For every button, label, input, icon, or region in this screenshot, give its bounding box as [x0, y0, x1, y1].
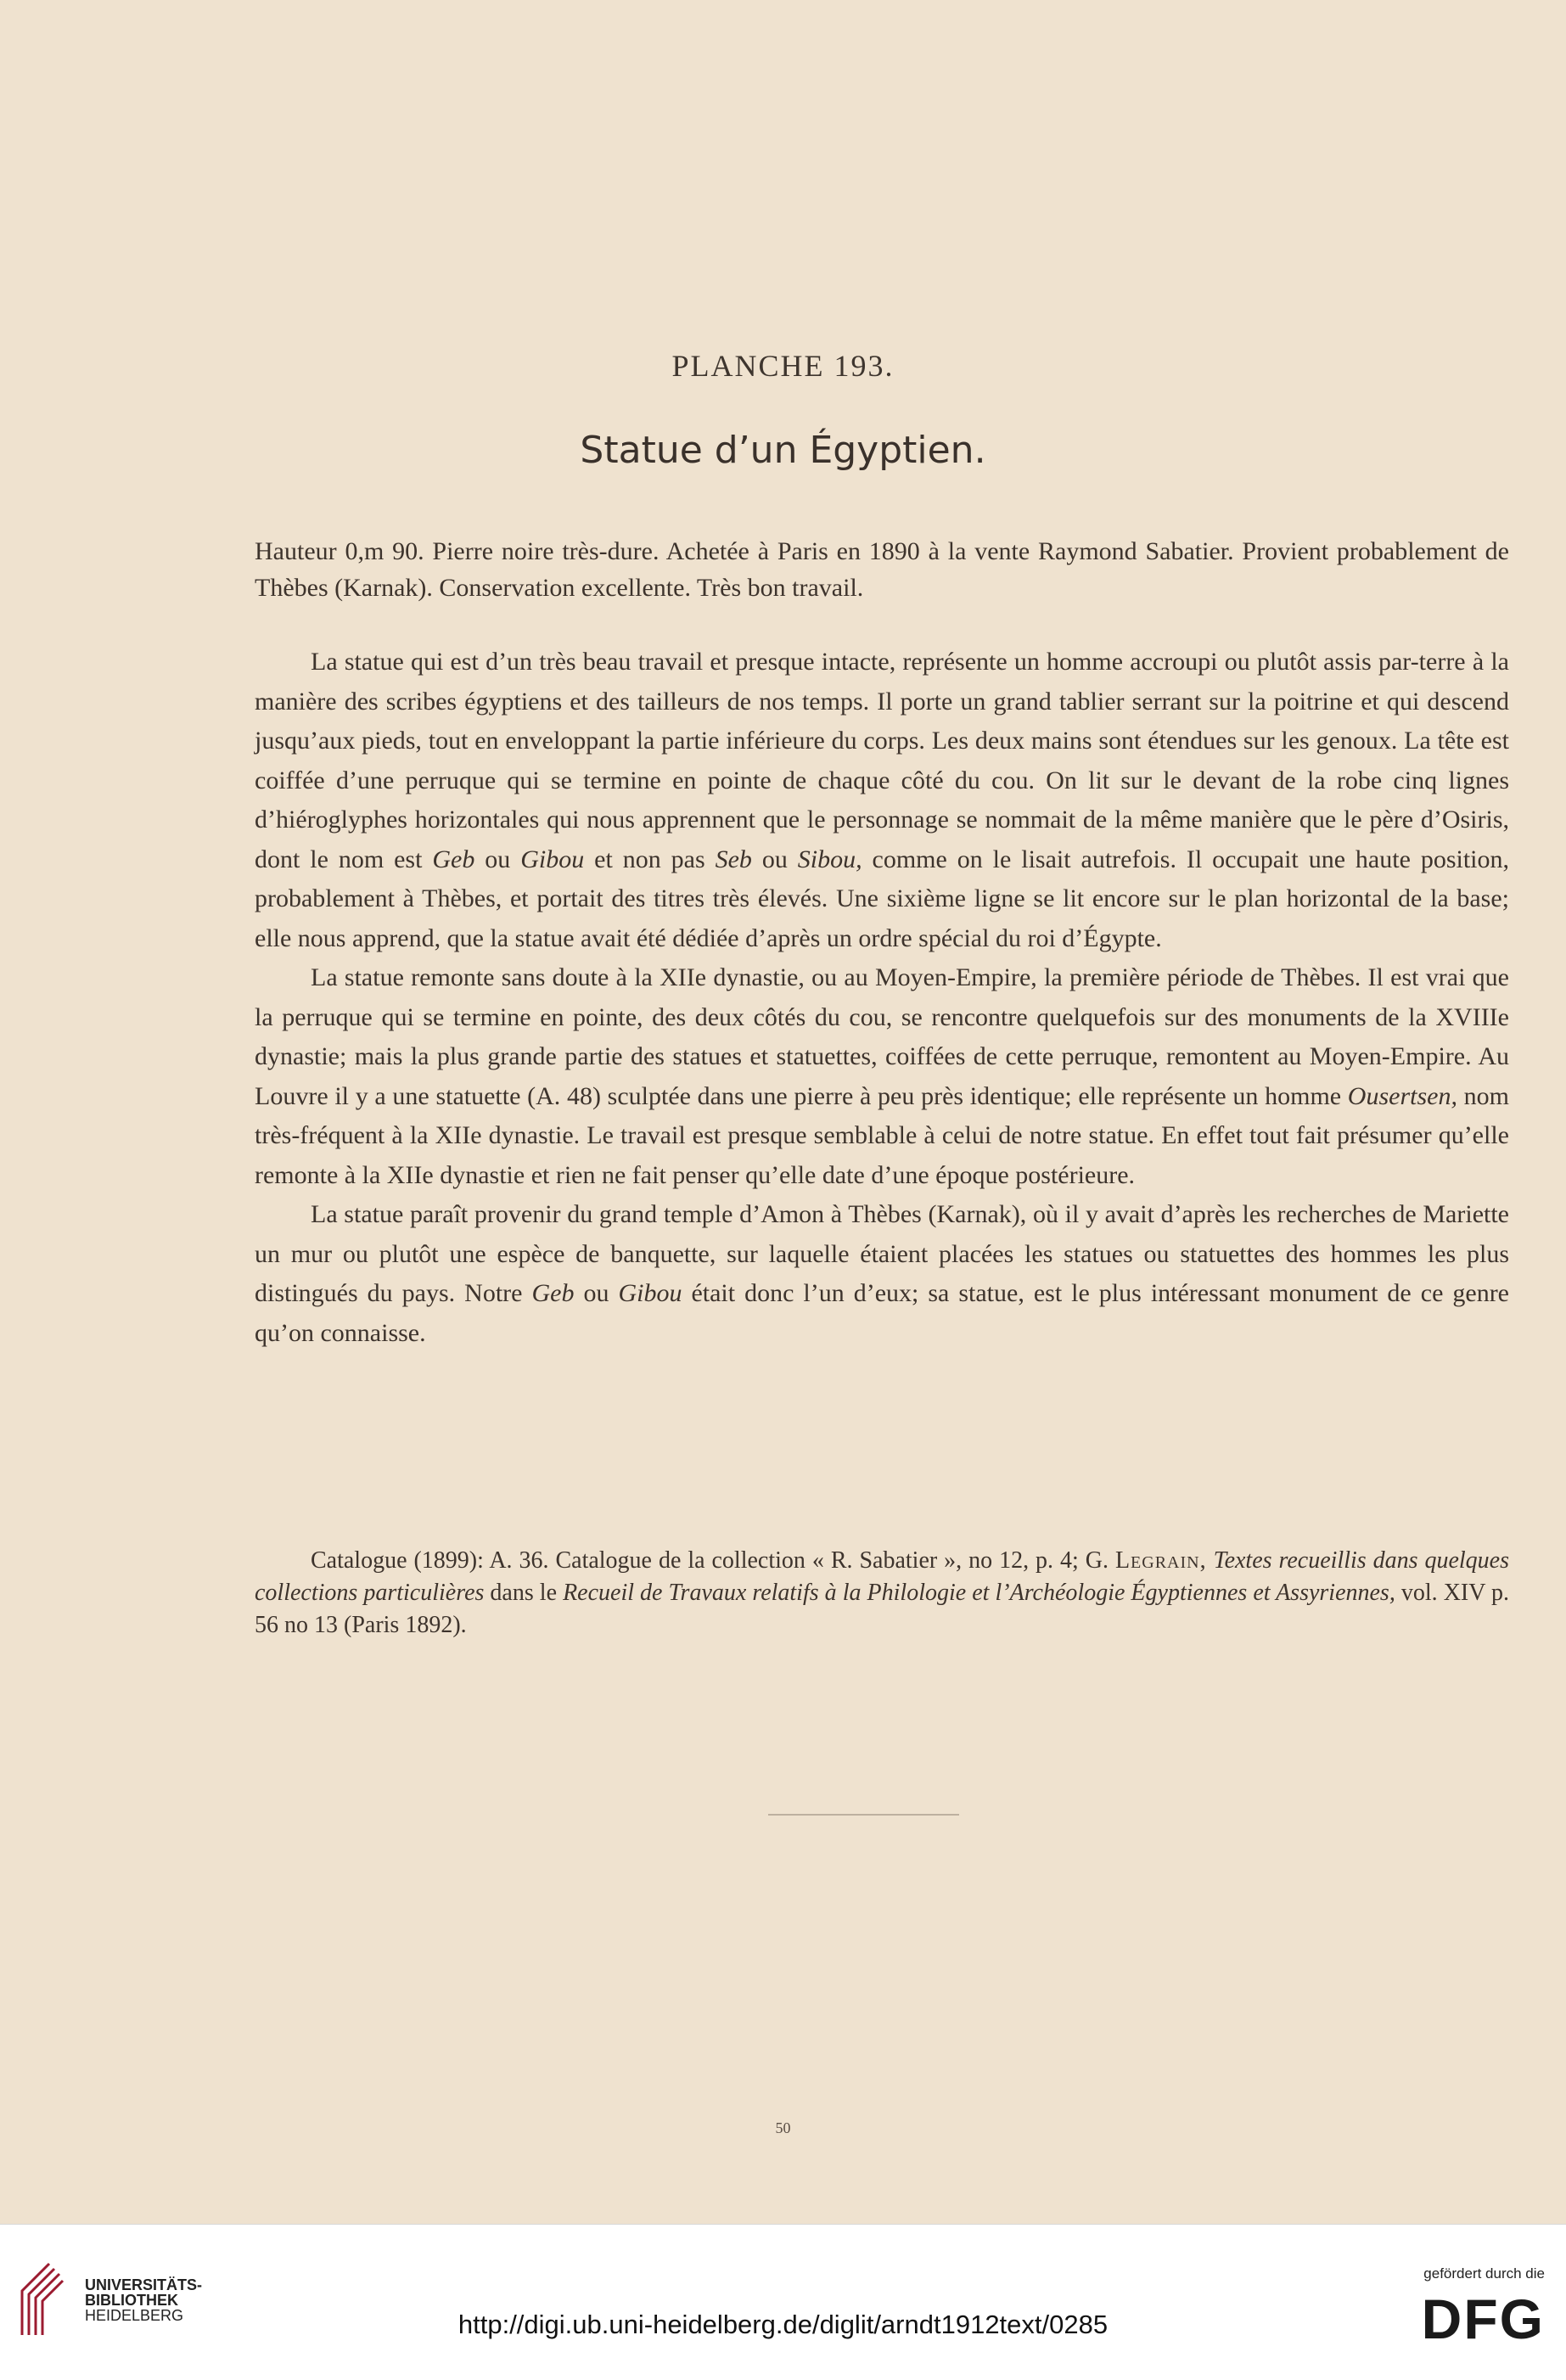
divider-rule [768, 1814, 959, 1816]
author-name: Legrain, [1114, 1547, 1207, 1574]
italic-name: Seb [715, 845, 752, 873]
text-run: La statue paraît provenir du grand temple d’Amon à Thèbes (Karnak), où il y avait d’après les recherches de Mariette un mur ou plutôt une espèce de banquette, sur laquelle étaient placées les statues ou statuettes des hommes les plus distingués du pays. Notre [255, 1200, 1509, 1307]
italic-name: Gibou [520, 845, 585, 873]
paragraph-2 [255, 958, 1509, 1195]
body-text [255, 643, 1509, 1353]
catalogue-reference [255, 1545, 1509, 1642]
page-number: 50 [775, 2119, 791, 2136]
italic-name: Gibou [618, 1279, 682, 1307]
permalink-url[interactable]: http://digi.ub.uni-heidelberg.de/diglit/arndt1912text/0285 [457, 2310, 1109, 2339]
italic-name: Ousertsen, [1347, 1081, 1457, 1110]
italic-name: Geb [432, 845, 475, 873]
library-name-line: HEIDELBERG [85, 2307, 184, 2324]
paragraph-3 [255, 1195, 1509, 1353]
text-run: dans le [484, 1580, 564, 1606]
library-name-line: UNIVERSITÄTS- [85, 2276, 203, 2293]
text-run: ou [574, 1279, 619, 1307]
funder-block [1375, 2265, 1545, 2349]
text-run: et non pas [584, 845, 716, 873]
text-run: était donc l’un d’eux; sa statue, est le plus intéressant monument de ce genre qu’on connaisse. [255, 1279, 1509, 1347]
page-title: Statue d’un Égyptien. [580, 429, 986, 472]
italic-name: Geb [531, 1279, 575, 1307]
dfg-logo: DFG [1421, 2287, 1545, 2350]
funder-label: gefördert durch die [1423, 2265, 1545, 2282]
italic-name: Sibou, [797, 845, 862, 873]
plate-heading: PLANCHE 193. [671, 349, 895, 383]
footer-bar [0, 2224, 1566, 2380]
intro-paragraph: Hauteur 0,m 90. Pierre noire très-dure. Achetée à Paris en 1890 à la vente Raymond Sabatier. Provient probablement de Thèbes (Karnak). Conservation excellente. Très bon travail. [255, 537, 1509, 602]
text-run: nom très-fréquent à la XIIe dynastie. Le travail est presque semblable à celui de notre statue. En effet tout fait présumer qu’elle remonte à la XIIe dynastie et rien ne fait penser qu’elle date d’une époque postérieure. [255, 1081, 1509, 1189]
paragraph-1 [255, 643, 1509, 958]
library-name-line: BIBLIOTHEK [85, 2292, 178, 2309]
text-run: La statue remonte sans doute à la XIIe dynastie, ou au Moyen-Empire, la première période de Thèbes. Il est vrai que la perruque qui se termine en pointe, des deux côtés du cou, se rencontre quelquefois sur des monuments de la XVIIIe dynastie; mais la plus grande partie des statues et statuettes, coiffées de cette perruque, remontent au Moyen-Empire. Au Louvre il y a une statuette (A. 48) sculptée dans une pierre à peu près identique; elle représente un homme [255, 963, 1509, 1110]
text-run: ou [751, 845, 798, 873]
italic-title: Textes recueillis dans quelques collections particulières [255, 1547, 1510, 1606]
italic-title: Recueil de Travaux relatifs à la Philologie et l’Archéologie Égyptiennes et Assyriennes, [563, 1580, 1395, 1606]
text-run: Catalogue (1899): A. 36. Catalogue de la collection « R. Sabatier », no 12, p. 4; G. [311, 1547, 1115, 1574]
text-run: ou [474, 845, 521, 873]
text-run: La statue qui est d’un très beau travail et presque intacte, représente un homme accroupi ou plutôt assis par-terre à la manière des scribes égyptiens et des tailleurs de nos temps. Il porte un grand tablier serrant sur la poitrine et qui descend jusqu’aux pieds, tout en enveloppant la partie inférieure du corps. Les deux mains sont étendues sur les genoux. La tête est coiffée d’une perruque qui se termine en pointe de chaque côté du cou. On lit sur le devant de la robe cinq lignes d’hiéroglyphes horizontales qui nous apprennent que le personnage se nommait de la même manière que le père d’Osiris, dont le nom est [255, 648, 1509, 873]
text-run: comme on le lisait autrefois. Il occupait une haute position, probablement à Thèbes, et portait des titres très élevés. Une sixième ligne se lit encore sur le plan horizontal de la base; elle nous apprend, que la statue avait été dédiée d’après un ordre spécial du roi d’Égypte. [255, 845, 1510, 952]
text-run: vol. XIV p. 56 no 13 (Paris 1892). [255, 1580, 1509, 1638]
